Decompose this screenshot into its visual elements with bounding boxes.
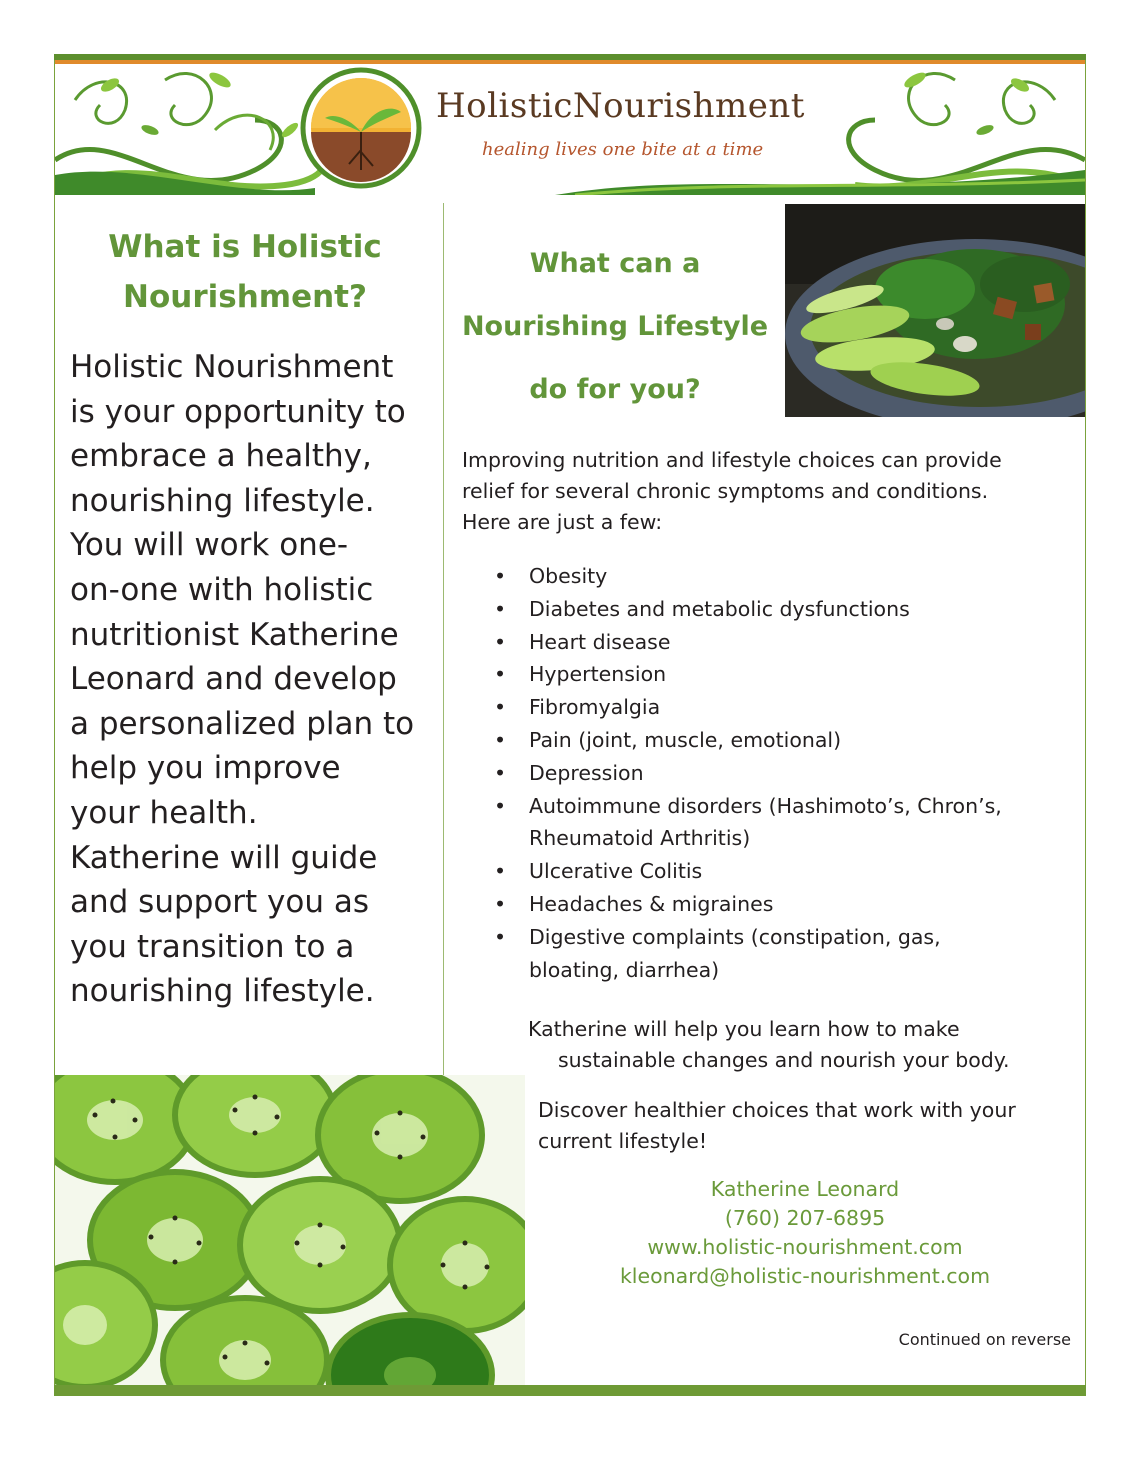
body-line: a personalized plan to	[70, 705, 415, 742]
list-item	[494, 790, 1074, 856]
list-item-continuation: bloating, diarrhea)	[529, 957, 720, 982]
body-line: nourishing lifestyle.	[70, 482, 375, 519]
body-line: you transition to a	[70, 928, 355, 965]
sustainable-changes-paragraph	[528, 1014, 1068, 1076]
para-line: current lifestyle!	[538, 1129, 708, 1153]
list-item-label: Digestive complaints (constipation, gas,	[529, 924, 941, 949]
body-line: You will work one-	[70, 527, 349, 564]
body-line: your health.	[70, 794, 258, 831]
bullet-icon: •	[494, 760, 507, 785]
bullet-icon: •	[494, 695, 507, 720]
right-heading	[455, 232, 775, 421]
bottom-border	[54, 1385, 1086, 1396]
intro-line: Here are just a few:	[462, 510, 663, 534]
salad-photo	[785, 204, 1085, 417]
list-item	[494, 888, 1074, 921]
contact-website-link[interactable]: www.holistic-nourishment.com	[647, 1235, 963, 1259]
list-item-label: Obesity	[529, 564, 608, 588]
brand-tagline: healing lives one bite at a time	[482, 139, 764, 160]
list-item	[494, 658, 1074, 691]
left-body	[70, 345, 440, 1014]
bullet-icon: •	[494, 596, 507, 621]
list-item	[494, 593, 1074, 626]
bullet-icon: •	[494, 629, 507, 654]
list-item	[494, 560, 1074, 593]
list-item-label: Fibromyalgia	[529, 695, 661, 720]
bullet-icon: •	[494, 859, 507, 884]
para-line: sustainable changes and nourish your body.	[558, 1048, 1010, 1072]
bullet-icon: •	[494, 924, 507, 949]
contact-phone[interactable]: (760) 207-6895	[724, 1206, 886, 1230]
list-item-label: Hypertension	[529, 662, 667, 687]
header-banner	[55, 60, 1085, 195]
intro-line: relief for several chronic symptoms and conditions.	[462, 479, 989, 503]
right-heading-line: What can a	[529, 248, 701, 279]
body-line: and support you as	[70, 884, 370, 921]
body-line: embrace a healthy,	[70, 438, 372, 475]
column-divider	[443, 203, 444, 1075]
bullet-icon: •	[494, 564, 507, 588]
list-item	[494, 626, 1074, 659]
contact-email-link[interactable]: kleonard@holistic-nourishment.com	[619, 1264, 991, 1288]
body-line: is your opportunity to	[70, 393, 406, 430]
para-line: Katherine will help you learn how to make	[528, 1017, 960, 1041]
list-item-label: Headaches & migraines	[529, 891, 774, 916]
left-heading	[70, 222, 420, 322]
conditions-list	[494, 560, 1074, 986]
continued-note: Continued on reverse	[898, 1330, 1071, 1349]
right-heading-line: do for you?	[529, 374, 701, 405]
para-line: Discover healthier choices that work with your	[538, 1098, 1016, 1122]
intro-line: Improving nutrition and lifestyle choices can provide	[462, 448, 1002, 472]
contact-name: Katherine Leonard	[710, 1177, 900, 1201]
brand-name: HolisticNourishment	[436, 86, 805, 126]
body-line: help you improve	[70, 750, 341, 787]
intro-paragraph	[462, 445, 1072, 538]
bullet-icon: •	[494, 662, 507, 687]
bullet-icon: •	[494, 727, 507, 752]
decorative-vines	[55, 60, 1085, 195]
left-heading-line: Nourishment?	[123, 279, 367, 315]
contact-block	[560, 1175, 1050, 1291]
body-line: nourishing lifestyle.	[70, 973, 375, 1010]
bullet-icon: •	[494, 891, 507, 916]
list-item-label: Heart disease	[529, 629, 671, 654]
list-item	[494, 757, 1074, 790]
kiwi-photo	[55, 1075, 525, 1385]
discover-paragraph	[538, 1095, 1078, 1157]
list-item-label: Depression	[529, 760, 644, 785]
list-item	[494, 724, 1074, 757]
body-line: nutritionist Katherine	[70, 616, 399, 653]
list-item-label: Autoimmune disorders (Hashimoto’s, Chron’s,	[529, 793, 1002, 818]
body-line: Katherine will guide	[70, 839, 378, 876]
list-item-label: Ulcerative Colitis	[529, 859, 703, 884]
list-item-continuation: Rheumatoid Arthritis)	[529, 826, 751, 851]
list-item-label: Diabetes and metabolic dysfunctions	[529, 596, 910, 621]
list-item	[494, 691, 1074, 724]
body-line: Leonard and develop	[70, 661, 397, 698]
body-line: on-one with holistic	[70, 571, 374, 608]
body-line: Holistic Nourishment	[70, 349, 394, 385]
list-item-label: Pain (joint, muscle, emotional)	[529, 727, 842, 752]
bullet-icon: •	[494, 793, 507, 818]
list-item	[494, 855, 1074, 888]
left-heading-line: What is Holistic	[108, 229, 382, 265]
list-item	[494, 921, 1074, 987]
right-heading-line: Nourishing Lifestyle	[461, 311, 769, 342]
